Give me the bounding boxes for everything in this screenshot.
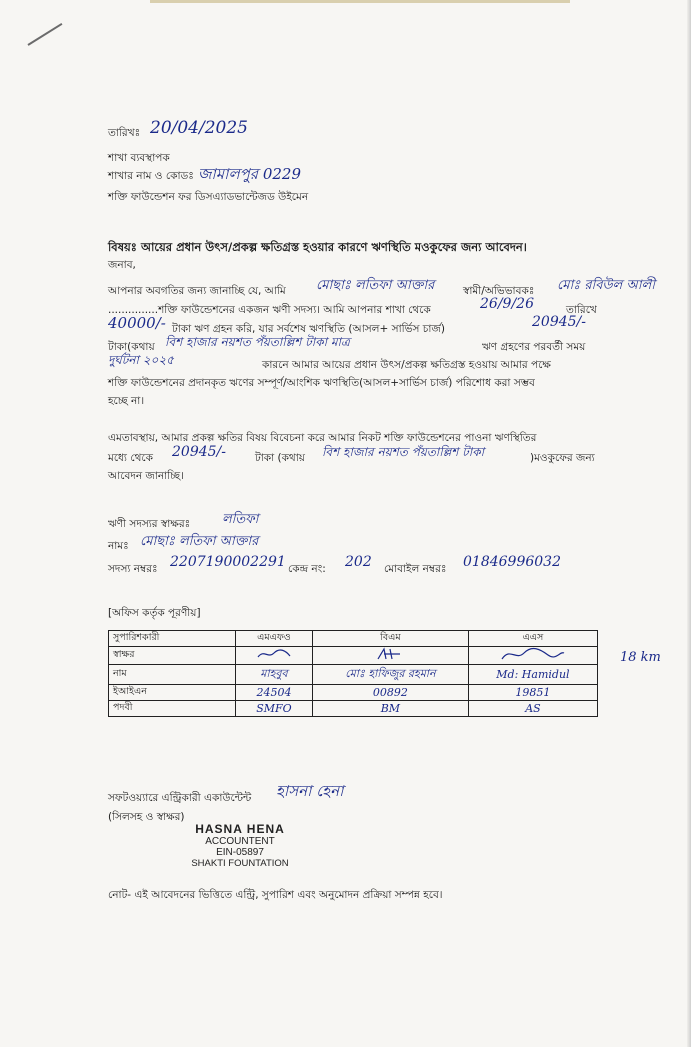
salutation: জনাব,: [108, 259, 136, 271]
para1-line4-a: টাকা(কথায়: [108, 341, 155, 353]
mobile-value: 01846996032: [463, 554, 561, 570]
member-name-handwritten: মোছাঃ লতিফা আক্তার: [316, 278, 435, 293]
branch-manager: শাখা ব্যবস্থাপক: [108, 152, 170, 164]
para1-line2-b: তারিখে: [566, 304, 597, 316]
mobile-label: মোবাইল নম্বরঃ: [384, 563, 447, 575]
center-label: কেন্দ্র নং:: [288, 563, 326, 575]
member-name-value: মোছাঃ লতিফা আক্তার: [140, 534, 259, 549]
loan-date-handwritten: 26/9/26: [480, 296, 534, 312]
as-signature-mark: [498, 647, 568, 661]
branch-code-label: শাখার নাম ও কোডঃ: [108, 170, 194, 182]
column-header: সুপারিশকারী: [109, 631, 236, 647]
column-header: বিএম: [312, 631, 468, 647]
para2-line2-c: )মওকুফের জন্য: [530, 452, 595, 464]
signature-cell: [468, 647, 597, 665]
para1-line6: শক্তি ফাউন্ডেশনের প্রদানকৃত ঋণের সম্পূর্ণ/আংশিক ঋণস্থিতি(আসল+সার্ভিস চার্জ) পরিশোধ করা সম্ভব: [108, 377, 535, 389]
mfo-signature-mark: [254, 647, 294, 661]
subject-line: বিষয়ঃ আয়ের প্রধান উৎস/প্রকল্প ক্ষতিগ্রস্ত হওয়ার কারণে ঋণস্থিতি মওকুফের জন্য আবেদন।: [108, 240, 527, 254]
accountant-label: সফটওয়্যারে এন্ট্রিকারী একাউন্টেন্ট: [108, 792, 252, 804]
incident-date-handwritten: দুর্ঘটনা ২০২৫: [108, 353, 174, 367]
table-row: [109, 665, 598, 685]
seal-name: HASNA HENA: [195, 822, 285, 836]
row-label: পদবী: [109, 701, 236, 717]
branch-code-value: জামালপুর 0229: [198, 165, 302, 183]
loan-balance-handwritten: 20945/-: [532, 314, 586, 330]
page-shadow: [687, 0, 691, 1047]
para1-line5: কারনে আমার আয়ের প্রধান উৎস/প্রকল্প ক্ষতিগ্রস্ত হওয়ায় আমার পক্ষে: [262, 359, 551, 371]
accountant-signature: হাসনা হেনা: [276, 782, 344, 800]
column-header: এএস: [468, 631, 597, 647]
bm-signature-mark: [370, 647, 410, 661]
signature-cell: [312, 647, 468, 665]
office-approval-table: [108, 630, 598, 717]
footer-note: নোট- এই আবেদনের ভিত্তিতে এন্ট্রি, সুপারিশ এবং অনুমোদন প্রক্রিয়া সম্পন্ন হবে।: [108, 889, 443, 901]
row-label: ইআইএন: [109, 685, 236, 701]
para1-line2: ...............শক্তি ফাউন্ডেশনের একজন ঋণী সদস্য। আমি আপনার শাখা থেকে: [108, 304, 431, 316]
organization-name: শক্তি ফাউন্ডেশন ফর ডিসএ্যাডভান্টেজড উইমেন: [108, 191, 309, 203]
table-cell: Md: Hamidul: [468, 665, 597, 685]
row-label: স্বাক্ষর: [109, 647, 236, 665]
member-number-label: সদস্য নম্বরঃ: [108, 563, 158, 575]
table-cell: মাহবুব: [236, 665, 313, 685]
date-value: 20/04/2025: [150, 118, 248, 138]
accountant-seal: [170, 822, 310, 869]
para1-line1-a: আপনার অবগতির জন্য জানাচ্ছি যে, আমি: [108, 285, 286, 297]
seal-instruction: (সিলসহ ও স্বাক্ষর): [108, 811, 185, 823]
margin-note: 18 km: [620, 650, 661, 665]
loan-amount-handwritten: 40000/-: [108, 314, 166, 332]
column-header: এমএফও: [236, 631, 313, 647]
para2-line2-b: টাকা (কথায়: [255, 452, 305, 464]
table-cell: BM: [312, 701, 468, 717]
signature-cell: [236, 647, 313, 665]
member-name-label: নামঃ: [108, 540, 129, 552]
table-header-row: [109, 631, 598, 647]
member-number-value: 2207190002291: [170, 554, 286, 570]
member-signature: লতিফা: [222, 512, 259, 527]
balance-words-handwritten: বিশ হাজার নয়শত পঁয়তাল্লিশ টাকা মাত্র: [165, 335, 350, 349]
date-label: তারিখঃ: [108, 127, 141, 139]
table-cell: 24504: [236, 685, 313, 701]
table-cell: SMFO: [236, 701, 313, 717]
para2-line2-a: মধ্যে থেকে: [108, 452, 153, 464]
seal-title: ACCOUNTENT: [205, 836, 275, 847]
seal-organization: SHAKTI FOUNTATION: [191, 858, 289, 869]
para2-line1: এমতাবস্থায়, আমার প্রকল্প ক্ষতির বিষয় বিবেচনা করে আমার নিকট শক্তি ফাউন্ডেশনের পাওনা ঋণস্থিতির: [108, 432, 537, 444]
para1-line4-b: ঋণ গ্রহণের পরবর্তী সময়: [482, 341, 586, 353]
table-row: [109, 647, 598, 665]
center-value: 202: [345, 554, 372, 570]
row-label: নাম: [109, 665, 236, 685]
table-row: [109, 701, 598, 717]
member-signature-label: ঋণী সদস্যর স্বাক্ষরঃ: [108, 518, 191, 530]
seal-ein: EIN-05897: [216, 847, 264, 858]
guardian-name-handwritten: মোঃ রবিউল আলী: [557, 278, 655, 293]
para2-line3: আবেদন জানাচ্ছি।: [108, 470, 184, 482]
table-cell: AS: [468, 701, 597, 717]
table-row: [109, 685, 598, 701]
para1-line3: টাকা ঋণ গ্রহন করি, যার সর্বশেষ ঋণস্থিতি (আসল+ সার্ভিস চার্জ): [172, 323, 445, 335]
para1-line7: হচ্ছে না।: [108, 395, 145, 407]
page-edge: [150, 0, 570, 3]
waiver-amount-handwritten: 20945/-: [172, 444, 226, 460]
para1-line1-b: স্বামী/অভিভাবকঃ: [463, 285, 535, 297]
table-cell: 19851: [468, 685, 597, 701]
staple-mark: [27, 23, 62, 46]
table-cell: মোঃ হাফিজুর রহমান: [312, 665, 468, 685]
office-use-title: [অফিস কর্তৃক পূরণীয়]: [108, 607, 201, 619]
waiver-words-handwritten: বিশ হাজার নয়শত পঁয়তাল্লিশ টাকা: [322, 445, 485, 459]
table-cell: 00892: [312, 685, 468, 701]
